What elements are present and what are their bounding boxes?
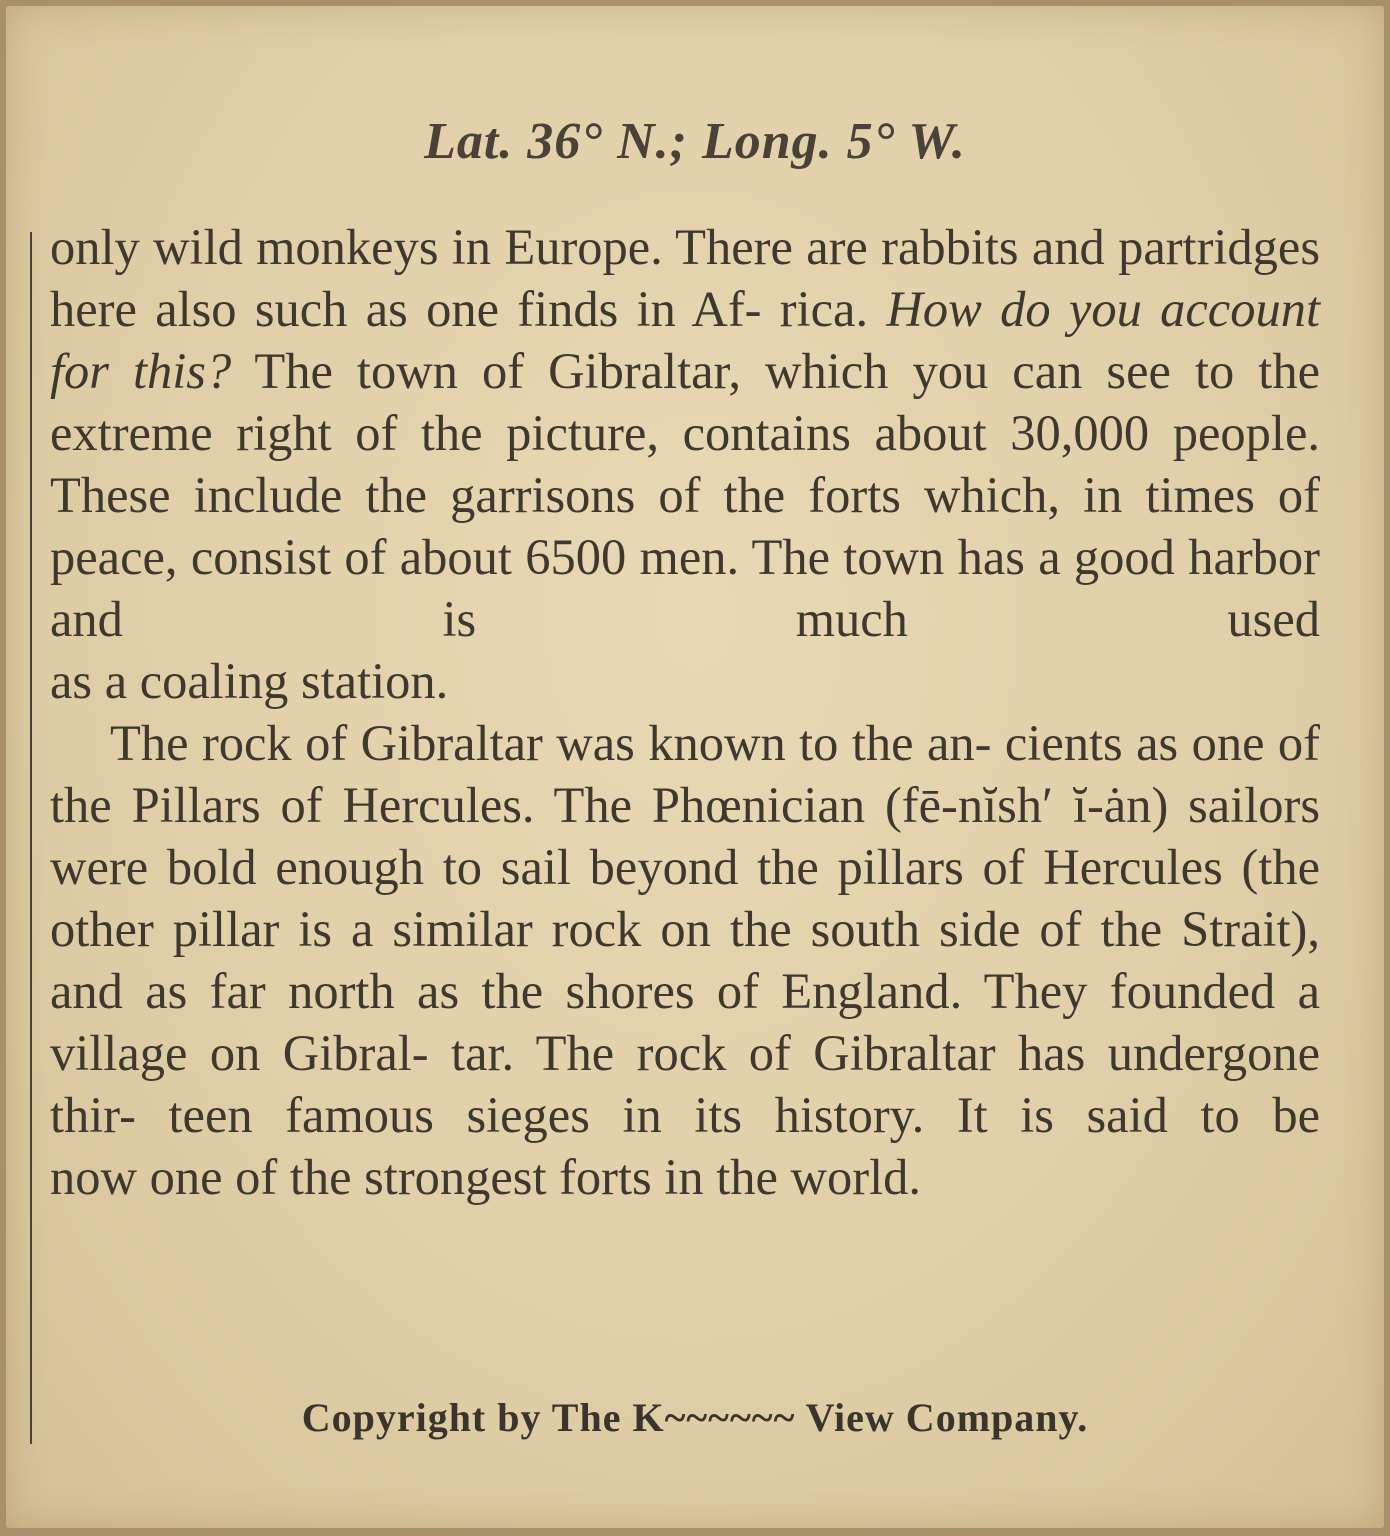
paragraph-2-text: The rock of Gibraltar was known to the an- cients as one of the Pillars of Hercules. The Phœnician (fē-nĭsh′ ĭ-ȧn) sailors were bold enough to sail beyond the pillars of Hercules (the other pillar is a similar rock on the south side of the Strait), and as far north as the shores of England. They founded a village on Gibral- tar. The rock of Gibraltar has undergone thir- teen famous sieges in its history. It is said to be	[50, 715, 1320, 1143]
paragraph-1-last-line: as a coaling station.	[50, 653, 449, 709]
paragraph-1-question: How do you account for this?	[50, 281, 1320, 399]
paragraph-1-text-a: only wild monkeys in Europe. There are rabbits and partridges here also such as one finds in Af- rica.	[50, 219, 1320, 337]
paragraph-2-last-line: now one of the strongest forts in the world.	[50, 1149, 921, 1205]
stereoview-card-back	[6, 6, 1384, 1528]
copyright-line: Copyright by The K~~~~~~ View Company.	[301, 1395, 1089, 1440]
margin-rule	[30, 232, 32, 1444]
coordinates-heading: Lat. 36° N.; Long. 5° W.	[424, 113, 966, 170]
body-text	[50, 216, 1320, 1208]
paragraph-1-text-b: The town of Gibraltar, which you can see to the extreme right of the picture, contains about 30,000 people. These include the garrisons of the forts which, in times of peace, consist of about 6500 men. The town has a good harbor and is much used	[50, 343, 1320, 647]
paragraph-1	[50, 216, 1320, 650]
paragraph-2	[50, 712, 1320, 1146]
